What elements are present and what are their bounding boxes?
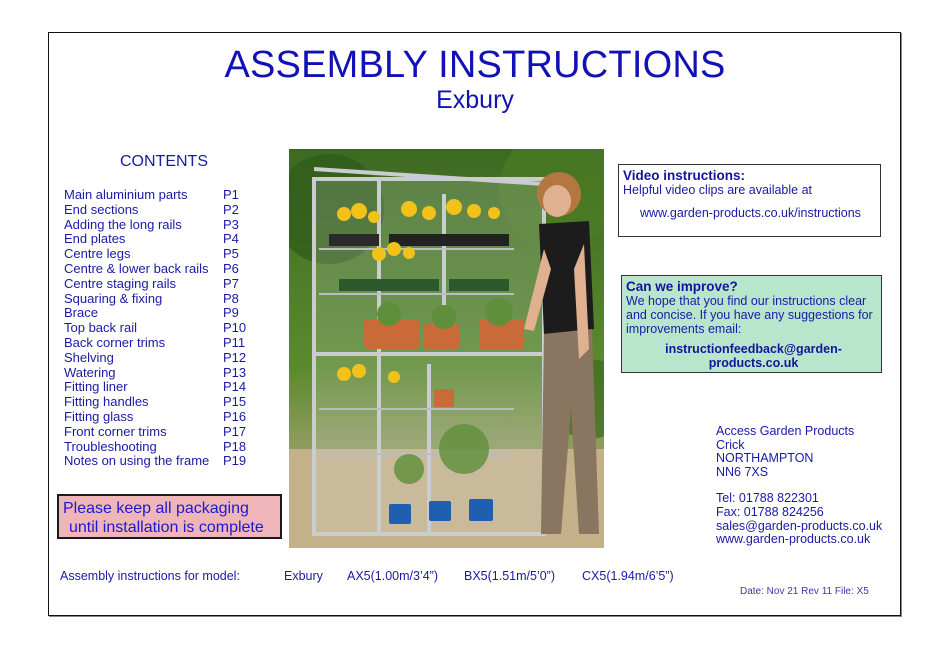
packaging-notice-line2: until installation is complete: [69, 519, 264, 536]
toc-item-page: P7: [223, 275, 239, 291]
toc-item-label: Main aluminium parts: [64, 187, 188, 202]
page-subtitle: Exbury: [436, 86, 514, 114]
video-instructions-heading: Video instructions:: [623, 168, 746, 183]
revision-date: Date: Nov 21 Rev 11 File: X5: [740, 586, 869, 597]
fax-number: Fax: 01788 824256: [716, 504, 824, 519]
packaging-notice: [57, 494, 282, 539]
toc-item-page: P16: [223, 408, 247, 424]
model-variant-cx5: CX5(1.94m/6’5”): [582, 569, 674, 583]
toc-item: [64, 440, 246, 455]
toc-item-page: P3: [223, 216, 239, 232]
toc-item-page: P9: [223, 305, 239, 321]
toc-item-label: Front corner trims: [64, 423, 167, 439]
toc-item-label: Top back rail: [64, 320, 137, 336]
address-village: Crick: [716, 437, 745, 452]
toc-item-page: P8: [223, 290, 239, 306]
toc-item: [64, 425, 246, 440]
greenhouse-photo: [289, 149, 604, 548]
feedback-box: [621, 275, 882, 373]
toc-item-page: P6: [223, 260, 239, 276]
sales-email-link[interactable]: sales@garden-products.co.uk: [716, 518, 883, 533]
toc-item: [64, 203, 246, 218]
website-link[interactable]: www.garden-products.co.uk: [716, 532, 871, 547]
toc-item-label: Back corner trims: [64, 334, 166, 350]
toc-item-label: Notes on using the frame: [64, 453, 210, 469]
toc-item: [64, 218, 246, 233]
toc-item-label: End sections: [64, 201, 139, 217]
model-name: Exbury: [284, 569, 323, 583]
toc-item-page: P12: [223, 349, 247, 365]
toc-item-page: P10: [223, 320, 247, 336]
page-title: ASSEMBLY INSTRUCTIONS: [224, 44, 726, 86]
company-name: Access Garden Products: [716, 424, 855, 438]
packaging-notice-line1: Please keep all packaging: [63, 500, 249, 517]
toc-item-page: P19: [223, 453, 247, 469]
video-instructions-text: Helpful video clips are available at: [623, 183, 812, 197]
toc-item-page: P4: [223, 231, 239, 247]
toc-item-label: Shelving: [64, 349, 114, 365]
toc-item-label: Fitting handles: [64, 394, 149, 410]
feedback-email-line1: instructionfeedback@garden-: [665, 342, 842, 356]
feedback-text: We hope that you find our instructions clear and concise. If you have any suggestions for improvements email:: [626, 294, 873, 336]
toc-item: [64, 336, 246, 351]
video-instructions-box: [618, 164, 881, 237]
toc-item-label: Troubleshooting: [64, 438, 157, 454]
model-variant-bx5: BX5(1.51m/5’0”): [464, 569, 556, 583]
feedback-heading: Can we improve?: [626, 279, 738, 294]
toc-item: [64, 188, 246, 203]
toc-item-label: Squaring & fixing: [64, 290, 163, 306]
company-address: [716, 425, 882, 547]
address-town: NORTHAMPTON: [716, 451, 814, 466]
toc-item: [64, 380, 246, 395]
toc-item-label: Fitting liner: [64, 379, 128, 395]
toc-item-page: P14: [223, 379, 247, 395]
address-postcode: NN6 7XS: [716, 464, 769, 479]
toc-item: [64, 306, 246, 321]
toc-item: [64, 410, 246, 425]
toc-item: [64, 454, 246, 469]
toc-item: [64, 395, 246, 410]
toc-item-label: Centre & lower back rails: [64, 260, 209, 276]
toc-item: [64, 277, 246, 292]
toc-item-page: P17: [223, 423, 247, 439]
toc-item-page: P13: [223, 364, 247, 380]
video-instructions-link[interactable]: www.garden-products.co.uk/instructions: [640, 206, 861, 220]
models-label: Assembly instructions for model:: [60, 569, 240, 583]
toc-item-page: P5: [223, 246, 239, 262]
toc-item-page: P2: [223, 201, 239, 217]
toc-item-label: Fitting glass: [64, 408, 134, 424]
feedback-email-line2: products.co.uk: [708, 356, 799, 370]
greenhouse-photo-image: [289, 149, 604, 548]
toc-item-label: Watering: [64, 364, 116, 380]
toc-item-page: P18: [223, 438, 247, 454]
toc-item: [64, 232, 246, 247]
contents-heading: CONTENTS: [120, 153, 208, 170]
toc-item-label: Centre staging rails: [64, 275, 176, 291]
toc-item: [64, 247, 246, 262]
toc-item-label: End plates: [64, 231, 126, 247]
toc-item-label: Adding the long rails: [64, 216, 182, 232]
toc-item: [64, 351, 246, 366]
toc-item-page: P11: [223, 334, 246, 350]
phone-number: Tel: 01788 822301: [716, 491, 819, 506]
table-of-contents: [64, 188, 246, 469]
toc-item: [64, 366, 246, 381]
toc-item-page: P1: [223, 187, 239, 202]
toc-item: [64, 292, 246, 307]
toc-item-page: P15: [223, 394, 247, 410]
toc-item: [64, 262, 246, 277]
feedback-email-link[interactable]: [626, 342, 881, 370]
toc-item-label: Centre legs: [64, 246, 131, 262]
toc-item: [64, 321, 246, 336]
toc-item-label: Brace: [64, 305, 98, 321]
model-variant-ax5: AX5(1.00m/3’4”): [347, 569, 439, 583]
